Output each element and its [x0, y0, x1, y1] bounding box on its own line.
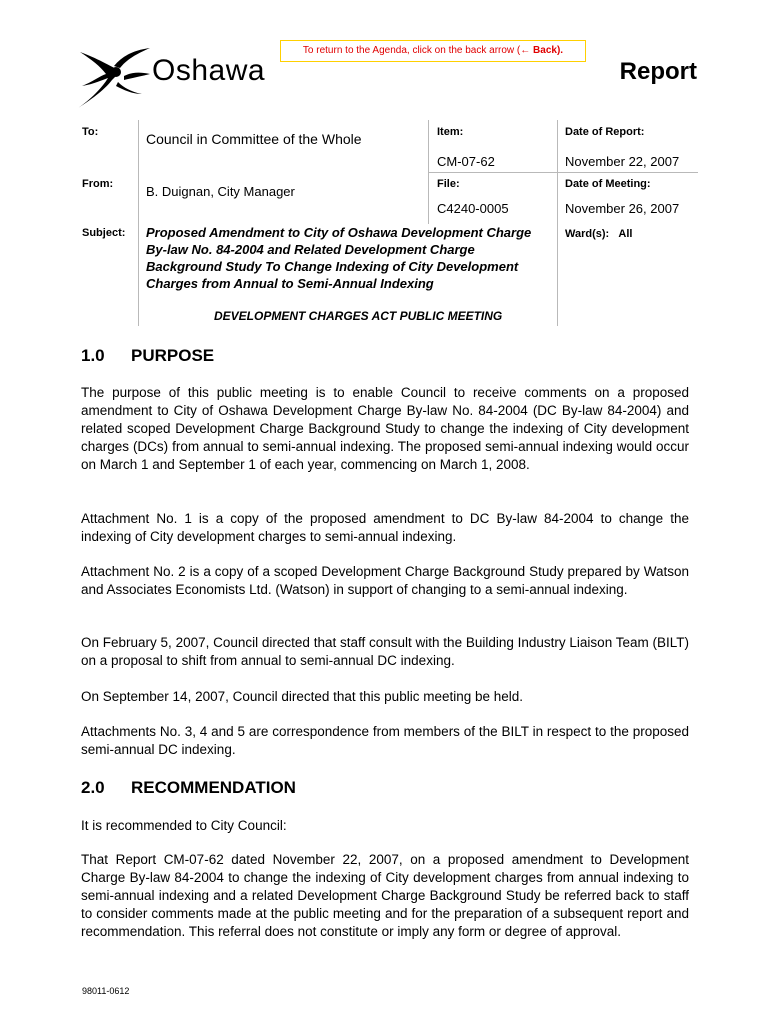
meeting-type: DEVELOPMENT CHARGES ACT PUBLIC MEETING	[214, 309, 503, 323]
oshawa-logo	[72, 42, 272, 112]
section-heading	[81, 346, 214, 366]
paragraph: Attachments No. 3, 4 and 5 are correspondence from members of the BILT in respect to the proposed semi-annual DC indexing.	[81, 724, 689, 757]
to-value: Council in Committee of the Whole	[146, 131, 362, 147]
paragraph: It is recommended to City Council:	[81, 818, 287, 833]
item-value: CM-07-62	[437, 154, 495, 169]
subject-value: Proposed Amendment to City of Oshawa Development Charge By-law No. 84-2004 and Related Development Charge Background Study To Change Indexing of City Development Charges from Annual to Semi-Annual Indexing	[146, 225, 532, 291]
wards-label	[565, 228, 632, 240]
report-title: Report	[619, 58, 697, 85]
header-divider	[428, 172, 698, 173]
item-label: Item:	[437, 126, 464, 138]
wards-label-text: Ward(s):	[565, 228, 610, 240]
logo-text: Oshawa	[152, 54, 266, 87]
header-divider	[138, 120, 139, 326]
header-divider	[557, 120, 558, 326]
paragraph: Attachment No. 2 is a copy of a scoped Development Charge Background Study prepared by Watson and Associates Economists Ltd. (Watson) in support of changing to a semi-annual indexing.	[81, 564, 689, 597]
paragraph: That Report CM-07-62 dated November 22, 2007, on a proposed amendment to Development Charge By-law 84-2004 to change the indexing of City development charges from annual indexing to semi-annual indexing and a related Development Charge Background Study be referred back to staff to consider comments made at the public meeting and for the preparation of a subsequent report and recommendation. This referral does not constitute or imply any form or degree of approval.	[81, 852, 689, 939]
section-title: RECOMMENDATION	[131, 778, 296, 797]
section-heading	[81, 778, 296, 798]
oshawa-swoosh-logo	[72, 42, 152, 112]
subject-label: Subject:	[82, 227, 126, 239]
paragraph: On February 5, 2007, Council directed that staff consult with the Building Industry Liaison Team (BILT) on a proposal to shift from annual to semi-annual DC indexing.	[81, 635, 689, 668]
date-of-meeting-label: Date of Meeting:	[565, 178, 651, 190]
date-of-report-label: Date of Report:	[565, 126, 645, 138]
wards-value: All	[618, 228, 633, 240]
from-value: B. Duignan, City Manager	[146, 184, 295, 199]
footer-code: 98011-0612	[82, 986, 130, 996]
section-number: 1.0	[81, 346, 105, 365]
paragraph: The purpose of this public meeting is to enable Council to receive comments on a proposed amendment to City of Oshawa Development Charge By-law No. 84-2004 (DC By-law 84-2004) and related scoped Development Charge Background Study to change the indexing of City development charges (DCs) from annual to semi-annual indexing. The proposed semi-annual indexing would occur on March 1 and September 1 of each year, commencing on March 1, 2008.	[81, 385, 689, 472]
left-arrow-icon: ←	[520, 45, 531, 56]
to-label: To:	[82, 126, 99, 138]
date-of-report-value: November 22, 2007	[565, 154, 680, 169]
paragraph: Attachment No. 1 is a copy of the proposed amendment to DC By-law 84-2004 to change the indexing of City development charges to semi-annual indexing.	[81, 511, 689, 544]
file-value: C4240-0005	[437, 201, 509, 216]
from-label: From:	[82, 178, 114, 190]
back-link[interactable]: Back).	[533, 45, 564, 56]
file-label: File:	[437, 178, 460, 190]
section-number: 2.0	[81, 778, 105, 797]
notice-text: To return to the Agenda, click on the back arrow (	[302, 45, 521, 56]
date-of-meeting-value: November 26, 2007	[565, 201, 680, 216]
paragraph: On September 14, 2007, Council directed that this public meeting be held.	[81, 689, 524, 704]
section-title: PURPOSE	[131, 346, 215, 365]
agenda-return-notice[interactable]	[280, 40, 586, 62]
